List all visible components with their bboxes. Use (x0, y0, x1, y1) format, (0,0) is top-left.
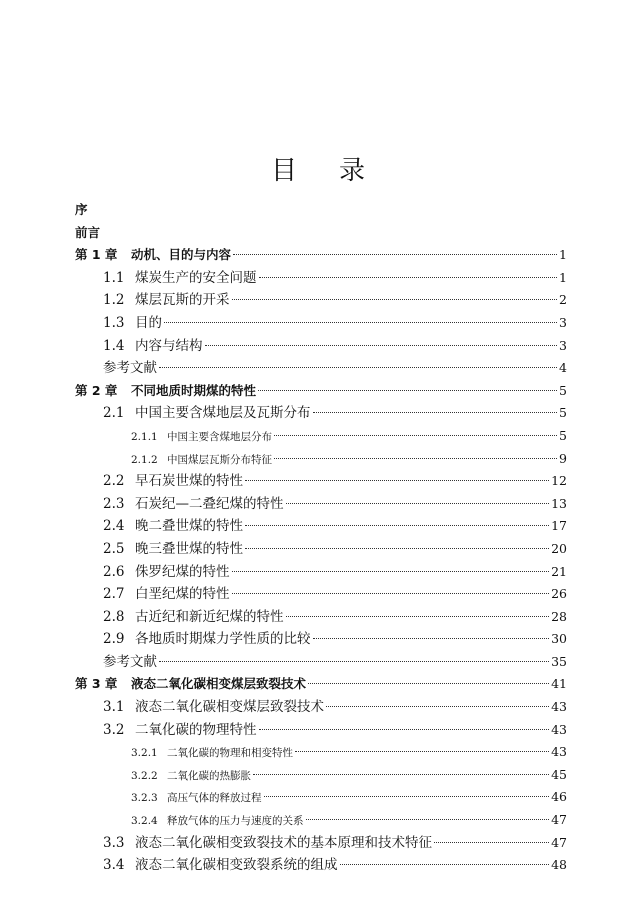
toc-entry-number: 3.2.1 (131, 747, 158, 760)
toc-entry-label: 高压气体的释放过程 (167, 792, 262, 805)
toc-section-entry[interactable] (75, 628, 567, 651)
toc-section-entry[interactable] (75, 267, 567, 290)
toc-dot-leader (232, 299, 558, 300)
toc-entry-label: 液态二氧化碳相变煤层致裂技术 (131, 676, 307, 692)
toc-section-entry[interactable] (75, 402, 567, 425)
toc-page-number: 17 (551, 518, 567, 534)
toc-page-number: 28 (551, 608, 567, 624)
toc-entry-number: 3.4 (103, 857, 125, 874)
toc-entry-label: 参考文献 (103, 653, 157, 670)
toc-subsection-entry[interactable] (75, 786, 567, 809)
toc-entry-label: 煤炭生产的安全问题 (135, 269, 257, 286)
toc-entry-number: 3.3 (103, 834, 125, 851)
toc-page-number: 1 (559, 269, 567, 285)
toc-dot-leader (274, 458, 557, 459)
toc-dot-leader (340, 864, 550, 865)
toc-chapter-entry[interactable] (75, 673, 567, 696)
toc-page-number: 41 (551, 676, 567, 692)
toc-entry-label: 二氧化碳的热膨胀 (167, 769, 251, 782)
toc-page-number: 30 (551, 631, 567, 647)
toc-section-entry[interactable] (75, 854, 567, 877)
toc-section-entry[interactable] (75, 335, 567, 358)
toc-dot-leader (159, 661, 549, 662)
toc-section-entry[interactable] (75, 719, 567, 742)
toc-section-entry[interactable] (75, 312, 567, 335)
toc-entry-number: 1.3 (103, 314, 125, 331)
page-title (0, 150, 638, 187)
toc-entry-number: 第 2 章 (75, 382, 118, 398)
toc-section-entry[interactable] (75, 832, 567, 855)
toc-entry-label: 液态二氧化碳相变致裂技术的基本原理和技术特征 (135, 834, 432, 851)
toc-section-entry[interactable] (75, 696, 567, 719)
table-of-contents (75, 199, 567, 877)
toc-chapter-entry[interactable] (75, 199, 567, 222)
title-char-2: 录 (339, 156, 368, 186)
toc-dot-leader (259, 277, 558, 278)
toc-entry-number: 1.2 (103, 292, 125, 309)
toc-chapter-entry[interactable] (75, 380, 567, 403)
toc-section-entry[interactable] (75, 289, 567, 312)
toc-dot-leader (274, 435, 557, 436)
toc-entry-label: 晚二叠世煤的特性 (135, 518, 243, 535)
toc-dot-leader (159, 367, 557, 368)
toc-entry-number: 2.7 (103, 586, 125, 603)
toc-entry-label: 中国主要含煤地层分布 (167, 430, 272, 443)
toc-entry-label: 晚三叠世煤的特性 (135, 540, 243, 557)
toc-entry-label: 侏罗纪煤的特性 (135, 563, 230, 580)
toc-dot-leader (326, 706, 549, 707)
toc-entry-label: 释放气体的压力与速度的关系 (167, 815, 304, 828)
toc-entry-label: 动机、目的与内容 (131, 247, 232, 263)
toc-page-number: 1 (559, 247, 567, 263)
toc-dot-leader (245, 480, 549, 481)
toc-entry-label: 中国煤层瓦斯分布特征 (167, 453, 272, 466)
toc-entry-number: 2.1.1 (131, 430, 158, 443)
toc-page-number: 20 (551, 540, 567, 556)
toc-section-entry[interactable] (75, 357, 567, 380)
toc-entry-number: 2.6 (103, 563, 125, 580)
toc-dot-leader (233, 254, 557, 255)
toc-dot-leader (313, 412, 558, 413)
toc-entry-label: 石炭纪—二叠纪煤的特性 (135, 495, 284, 512)
toc-entry-label: 二氧化碳的物理和相变特性 (167, 747, 293, 760)
toc-chapter-entry[interactable] (75, 244, 567, 267)
toc-dot-leader (264, 796, 550, 797)
toc-subsection-entry[interactable] (75, 741, 567, 764)
toc-entry-label: 中国主要含煤地层及瓦斯分布 (135, 405, 311, 422)
toc-page-number: 9 (559, 450, 567, 466)
toc-entry-number: 3.2.3 (131, 792, 158, 805)
toc-entry-number: 2.1.2 (131, 453, 158, 466)
toc-dot-leader (245, 525, 549, 526)
toc-entry-label: 不同地质时期煤的特性 (131, 382, 257, 398)
toc-section-entry[interactable] (75, 606, 567, 629)
toc-dot-leader (295, 751, 549, 752)
toc-page-number: 4 (559, 360, 567, 376)
toc-dot-leader (259, 729, 550, 730)
toc-page-number: 43 (551, 721, 567, 737)
toc-entry-number: 2.5 (103, 540, 125, 557)
toc-page-number: 47 (551, 834, 567, 850)
toc-dot-leader (164, 322, 557, 323)
toc-dot-leader (245, 548, 549, 549)
toc-dot-leader (232, 571, 550, 572)
toc-entry-number: 第 3 章 (75, 676, 118, 692)
toc-section-entry[interactable] (75, 651, 567, 674)
toc-subsection-entry[interactable] (75, 809, 567, 832)
toc-entry-number: 2.1 (103, 405, 125, 422)
toc-dot-leader (286, 503, 550, 504)
toc-dot-leader (253, 774, 549, 775)
toc-section-entry[interactable] (75, 561, 567, 584)
toc-subsection-entry[interactable] (75, 425, 567, 448)
toc-entry-number: 第 1 章 (75, 247, 118, 263)
toc-page-number: 5 (559, 382, 567, 398)
toc-dot-leader (306, 819, 550, 820)
toc-page-number: 12 (551, 473, 567, 489)
toc-entry-label: 早石炭世煤的特性 (135, 473, 243, 490)
toc-entry-number: 2.8 (103, 608, 125, 625)
toc-entry-label: 目的 (135, 314, 162, 331)
toc-page-number: 47 (551, 812, 567, 828)
toc-entry-label: 序 (75, 202, 88, 217)
toc-entry-label: 液态二氧化碳相变致裂系统的组成 (135, 857, 338, 874)
title-char-1: 目 (270, 156, 299, 186)
toc-page-number: 26 (551, 586, 567, 602)
toc-page-number: 48 (551, 857, 567, 873)
toc-entry-label: 前言 (75, 224, 101, 240)
toc-entry-number: 2.3 (103, 495, 125, 512)
toc-section-entry[interactable] (75, 515, 567, 538)
toc-entry-number: 3.1 (103, 699, 125, 716)
toc-section-entry[interactable] (75, 583, 567, 606)
toc-dot-leader (258, 390, 557, 391)
toc-entry-number: 3.2.4 (131, 815, 158, 828)
toc-page-number: 13 (551, 495, 567, 511)
toc-dot-leader (434, 842, 549, 843)
toc-page-number: 3 (559, 337, 567, 353)
toc-page-number: 21 (551, 563, 567, 579)
toc-page-number: 43 (551, 744, 567, 760)
toc-page-number: 43 (551, 699, 567, 715)
toc-entry-label: 二氧化碳的物理特性 (135, 721, 257, 738)
toc-entry-number: 3.2 (103, 721, 125, 738)
toc-page-number: 46 (551, 789, 567, 805)
toc-entry-label: 参考文献 (103, 360, 157, 377)
toc-entry-label: 液态二氧化碳相变煤层致裂技术 (135, 699, 324, 716)
toc-section-entry[interactable] (75, 538, 567, 561)
toc-entry-number: 2.9 (103, 631, 125, 648)
toc-dot-leader (205, 345, 558, 346)
toc-dot-leader (286, 616, 550, 617)
toc-chapter-entry[interactable] (75, 222, 567, 245)
toc-page-number: 5 (559, 427, 567, 443)
toc-dot-leader (232, 593, 550, 594)
toc-subsection-entry[interactable] (75, 764, 567, 787)
toc-page-number: 3 (559, 314, 567, 330)
toc-entry-number: 3.2.2 (131, 769, 158, 782)
toc-entry-label: 古近纪和新近纪煤的特性 (135, 608, 284, 625)
toc-section-entry[interactable] (75, 470, 567, 493)
toc-entry-number: 2.4 (103, 518, 125, 535)
toc-dot-leader (308, 683, 549, 684)
toc-section-entry[interactable] (75, 493, 567, 516)
toc-page-number: 35 (551, 653, 567, 669)
toc-dot-leader (313, 638, 550, 639)
toc-entry-number: 2.2 (103, 473, 125, 490)
toc-entry-number: 1.4 (103, 337, 125, 354)
toc-entry-label: 各地质时期煤力学性质的比较 (135, 631, 311, 648)
toc-page-number: 45 (551, 766, 567, 782)
toc-subsection-entry[interactable] (75, 448, 567, 471)
toc-page-number: 2 (559, 292, 567, 308)
toc-entry-number: 1.1 (103, 269, 125, 286)
toc-entry-label: 煤层瓦斯的开采 (135, 292, 230, 309)
toc-entry-label: 内容与结构 (135, 337, 203, 354)
toc-entry-label: 白垩纪煤的特性 (135, 586, 230, 603)
toc-page-number: 5 (559, 405, 567, 421)
